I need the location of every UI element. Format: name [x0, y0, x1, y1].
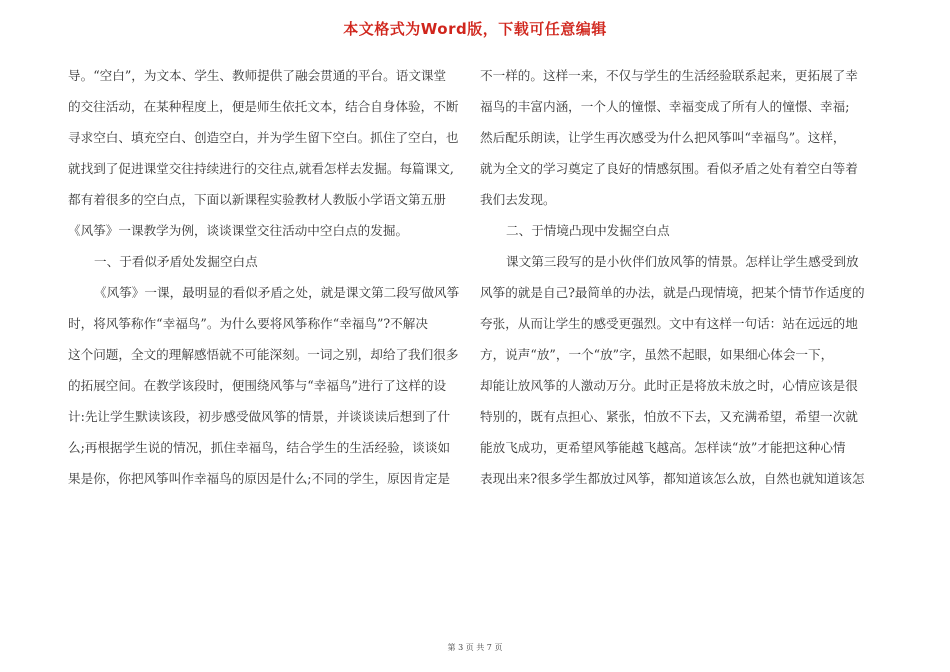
- paragraph-line: 的拓展空间。在教学该段时，便围绕风筝与“幸福鸟”进行了这样的设: [68, 378, 447, 393]
- paragraph-line: 计:先让学生默读该段，初步感受做风筝的情景，并谈谈读后想到了什: [68, 409, 451, 424]
- paragraph-line: 夸张，从而让学生的感受更强烈。文中有这样一句话：站在远远的地: [480, 316, 858, 331]
- paragraph-line: 导。“空白”，为文本、学生、教师提供了融会贯通的平台。语文课堂: [68, 68, 447, 83]
- paragraph-line: 么;再根据学生说的情况，抓住幸福鸟，结合学生的生活经验，谈谈如: [68, 440, 451, 455]
- paragraph-line: 方，说声“放”，一个“放”字，虽然不起眼，如果细心体会一下，: [480, 347, 834, 362]
- paragraph-line: 都有着很多的空白点，下面以新课程实验教材人教版小学语文第五册: [68, 192, 446, 207]
- paragraph-line: 福鸟的丰富内涵，一个人的憧憬、幸福变成了所有人的憧憬、幸福;: [480, 99, 850, 114]
- paragraph-line: 能放飞成功，更希望风筝能越飞越高。怎样读“放”才能把这种心情: [480, 440, 846, 455]
- right-text-column: [480, 60, 890, 494]
- paragraph-line: 这个问题，全文的理解感悟就不可能深刻。一词之别，却给了我们很多: [68, 347, 459, 362]
- paragraph-line: 寻求空白、填充空白、创造空白，并为学生留下空白。抓住了空白，也: [68, 130, 459, 145]
- paragraph-line: 然后配乐朗读，让学生再次感受为什么把风筝叫“幸福鸟”。这样，: [480, 130, 846, 145]
- paragraph-line: 特别的，既有点担心、紧张，怕放不下去，又充满希望，希望一次就: [480, 409, 858, 424]
- paragraph-line: 《风筝》一课，最明显的看似矛盾之处，就是课文第二段写做风筝: [94, 285, 460, 300]
- left-text-column: [68, 60, 478, 494]
- paragraph-line: 的交往活动，在某种程度上，便是师生依托文本，结合自身体验，不断: [68, 99, 459, 114]
- paragraph-line: 就为全文的学习奠定了良好的情感氛围。看似矛盾之处有着空白等着: [480, 161, 858, 176]
- page-number-footer: 第 3 页 共 7 页: [447, 643, 503, 652]
- section-heading: 一、于看似矛盾处发掘空白点: [94, 254, 258, 269]
- paragraph-line: 课文第三段写的是小伙伴们放风筝的情景。怎样让学生感受到放: [506, 254, 859, 269]
- paragraph-line: 《风筝》一课教学为例，谈谈课堂交往活动中空白点的发掘。: [68, 223, 409, 238]
- paragraph-line: 却能让放风筝的人激动万分。此时正是将放未放之时，心情应该是很: [480, 378, 858, 393]
- paragraph-line: 果是你，你把风筝叫作幸福鸟的原因是什么;不同的学生，原因肯定是: [68, 471, 451, 486]
- word-format-banner: 本文格式为Word版，下载可任意编辑: [343, 20, 607, 38]
- paragraph-line: 就找到了促进课堂交往持续进行的交往点,就看怎样去发掘。每篇课文,: [68, 161, 454, 176]
- paragraph-line: 我们去发现。: [480, 192, 556, 207]
- paragraph-line: 表现出来?很多学生都放过风筝，都知道该怎么放，自然也就知道该怎: [480, 471, 865, 486]
- section-heading: 二、于情境凸现中发掘空白点: [506, 223, 670, 238]
- paragraph-line: 不一样的。这样一来，不仅与学生的生活经验联系起来，更拓展了幸: [480, 68, 858, 83]
- paragraph-line: 时，将风筝称作“幸福鸟”。为什么要将风筝称作“幸福鸟”?不解决: [68, 316, 428, 331]
- paragraph-line: 风筝的就是自己?最简单的办法，就是凸现情境，把某个情节作适度的: [480, 285, 865, 300]
